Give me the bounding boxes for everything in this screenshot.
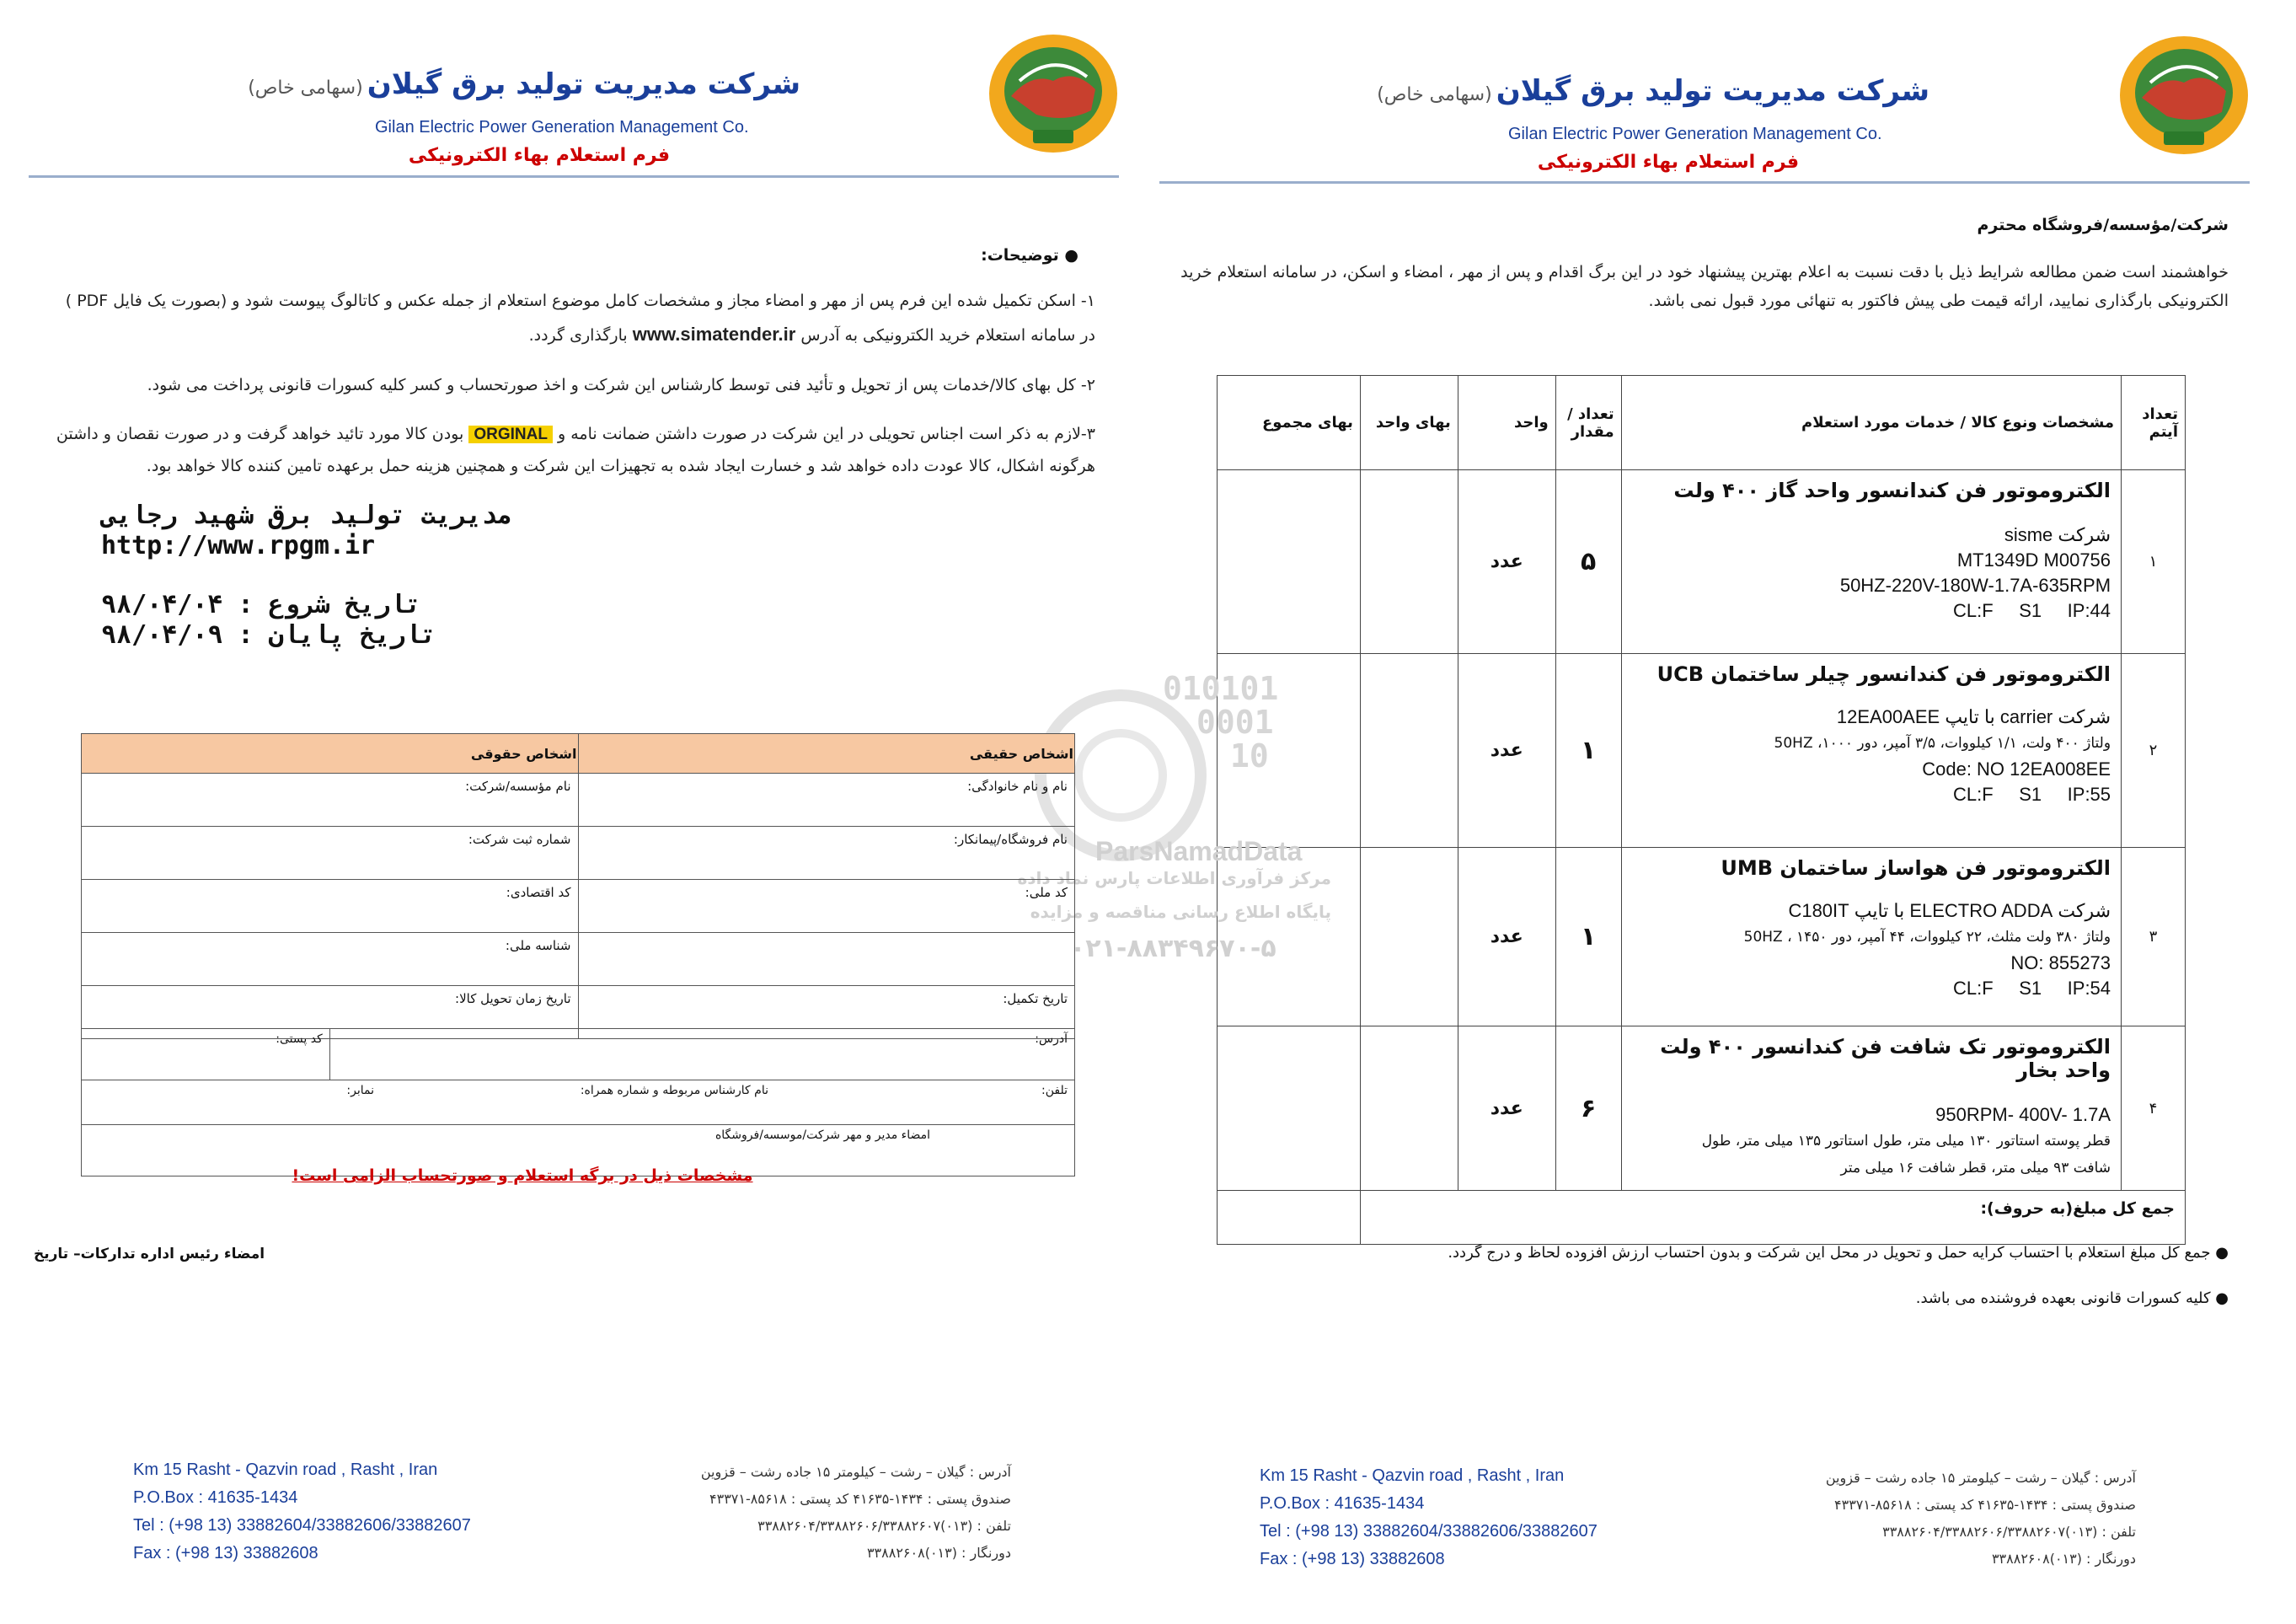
footer-fax-fa: دورنگار : (۰۱۳)۳۳۸۸۲۶۰۸	[866, 1545, 1011, 1561]
field-company-name[interactable]: نام مؤسسه/شرکت:	[82, 774, 579, 827]
item-spec-line: شافت ۹۳ میلی متر، قطر شافت ۱۶ میلی متر	[1840, 1160, 2111, 1176]
item-title: الکتروموتور تک شافت فن کندانسور ۴۰۰ ولت واحد بخار	[1660, 1035, 2111, 1082]
mandatory-note: مشخصات ذیل در برگه استعلام و صورتحساب الزامی است!	[292, 1166, 753, 1185]
item-spec-line: ولتاژ ۴۰۰ ولت، ۱/۱ کیلووات، ۳/۵ آمپر، دور ۱۰۰۰، 50HZ	[1774, 735, 2111, 752]
field-national-code[interactable]: کد ملی:	[578, 880, 1075, 933]
procurement-signature-label: امضاء رئیس اداره تدارکات– تاریخ	[34, 1246, 265, 1262]
item-spec-line: CL:F S1 IP:54	[1952, 978, 2111, 999]
note-legal-deductions: ● کلیه کسورات قانونی بعهده فروشنده می باشد.	[1915, 1289, 2229, 1307]
table-row	[1218, 654, 2186, 848]
total-amount-cell[interactable]	[1218, 1191, 1361, 1245]
row-number: ۲	[2122, 654, 2186, 848]
footer-tel: Tel : (+98 13) 33882604/33882606/33882607	[133, 1516, 471, 1535]
form-title-left: فرم استعلام بهاء الکترونیکی	[408, 145, 670, 166]
item-unit: عدد	[1458, 470, 1555, 654]
footer-fax-fa: دورنگار : (۰۱۳)۳۳۸۸۲۶۰۸	[1991, 1551, 2136, 1567]
item-spec-line: CL:F S1 IP:44	[1952, 600, 2111, 621]
th-item-count: تعداد آیتم	[2122, 376, 2186, 470]
note-3b: هرگونه اشکال، کالا عودت داده خواهد شد و خسارت ایجاد شده به تجهیزات این شرکت و همچنین هزینه حمل برعهده تامین کننده کالا خواهد بود.	[146, 457, 1095, 475]
item-spec-line: 50HZ-220V-180W-1.7A-635RPM	[1839, 575, 2111, 596]
table-row	[1218, 1026, 2186, 1191]
item-title: الکتروموتور فن هواساز ساختمان UMB	[1721, 856, 2111, 880]
item-spec-line: 950RPM- 400V- 1.7A	[1935, 1104, 2111, 1125]
field-empty[interactable]	[578, 933, 1075, 986]
unit-price-cell[interactable]	[1360, 470, 1458, 654]
unit-price-cell[interactable]	[1360, 1026, 1458, 1191]
note-2: ۲- کل بهای کالا/خدمات پس از تحویل و تأئید فنی توسط کارشناس این شرکت و اخذ صورتحساب و کسر کلیه کسورات قانونی پرداخت می شود.	[147, 376, 1095, 394]
watermark-line-1: مرکز فرآوری اطلاعات پارس نماد داده	[1017, 868, 1331, 888]
svg-text:0001: 0001	[1196, 704, 1274, 741]
field-address[interactable]: آدرس:	[329, 1029, 1074, 1080]
watermark-phone: ۰۲۱-۸۸۳۴۹۶۷۰-۵	[1070, 934, 1276, 963]
footer-address: Km 15 Rasht - Qazvin road , Rasht , Iran	[133, 1461, 438, 1479]
footer-pobox-fa: صندوق پستی : ۱۴۳۴-۴۱۶۳۵ کد پستی : ۸۵۶۱۸-۴۳۳۷۱	[1834, 1497, 2136, 1513]
th-qty: تعداد / مقدار	[1555, 376, 1621, 470]
company-type: (سهامی خاص)	[1377, 84, 1492, 105]
watermark-line-2: پایگاه اطلاع رسانی مناقصه و مزایده	[1030, 902, 1331, 922]
item-qty: ۶	[1555, 1026, 1621, 1191]
field-delivery-time[interactable]: تاریخ زمان تحویل کالا:	[82, 986, 579, 1039]
item-unit: عدد	[1458, 654, 1555, 848]
note-total-amount: ● جمع کل مبلغ استعلام با احتساب کرایه حمل و تحویل در محل این شرکت و بدون احتساب ارزش افزوده لحاظ و درج گردد.	[1448, 1244, 2229, 1262]
item-spec-line: شرکت ELECTRO ADDA با تایپ C180IT	[1788, 900, 2111, 921]
item-title: الکتروموتور فن کندانسور چیلر ساختمان UCB	[1656, 662, 2111, 686]
th-spec: مشخصات ونوع کالا / خدمات مورد استعلام	[1621, 376, 2121, 470]
row-number: ۱	[2122, 470, 2186, 654]
footer-address-fa: آدرس : گیلان – رشت – کیلومتر ۱۵ جاده رشت – قزوین	[700, 1464, 1011, 1480]
footer-address-fa: آدرس : گیلان – رشت – کیلومتر ۱۵ جاده رشت – قزوین	[1825, 1470, 2136, 1486]
item-qty: ۵	[1555, 470, 1621, 654]
total-amount-label: جمع کل مبلغ(به حروف):	[1360, 1191, 2185, 1245]
svg-text:10: 10	[1230, 737, 1269, 774]
item-unit: عدد	[1458, 848, 1555, 1026]
footer-pobox: P.O.Box : 41635-1434	[1260, 1494, 1425, 1513]
th-natural-persons: اشخاص حقیقی	[578, 734, 1075, 774]
watermark-brand: ParsNamadData	[1095, 836, 1303, 866]
address-table-wrap	[81, 1028, 1075, 1176]
footer-tel-fa: تلفن : (۰۱۳)۳۳۸۸۲۶۰۴/۳۳۸۸۲۶۰۶/۳۳۸۸۲۶۰۷	[1882, 1524, 2136, 1540]
field-national-id[interactable]: شناسه ملی:	[82, 933, 579, 986]
th-unit-price: بهای واحد	[1360, 376, 1458, 470]
field-postal-code[interactable]: کد پستی:	[82, 1029, 330, 1080]
field-signature[interactable]: امضاء مدیر و مهر شرکت/موسسه/فروشگاه	[714, 1128, 931, 1142]
parties-table-wrap	[81, 733, 1075, 1039]
footer-left-en	[133, 1456, 471, 1568]
note-1: ۱- اسکن تکمیل شده این فرم پس از مهر و امضاء مجاز و مشخصات کامل موضوع استعلام از جمله عکس و کاتالوگ پیوست شود و (بصورت یک فایل PDF )	[65, 292, 1095, 310]
th-unit: واحد	[1458, 376, 1555, 470]
header-divider	[1159, 181, 2250, 184]
item-spec-line: شرکت carrier با تایپ 12EA00AEE	[1836, 706, 2111, 727]
item-spec-line: NO: 855273	[2010, 952, 2111, 973]
item-spec-line: MT1349D M00756	[1956, 549, 2111, 571]
th-total-price: بهای مجموع	[1218, 376, 1361, 470]
note-1b: در سامانه استعلام خرید الکترونیکی به آدرس www.simatender.ir بارگذاری گردد.	[528, 324, 1095, 345]
address-table	[81, 1028, 1075, 1176]
unit-price-cell[interactable]	[1360, 654, 1458, 848]
table-row	[1218, 470, 2186, 654]
company-name-left: شرکت مدیریت تولید برق گیلان	[367, 67, 800, 101]
field-full-name[interactable]: نام و نام خانوادگی:	[578, 774, 1075, 827]
item-spec-line: شرکت sisme	[2004, 524, 2111, 545]
item-qty: ۱	[1555, 654, 1621, 848]
item-spec-line: ولتاژ ۳۸۰ ولت مثلث، ۲۲ کیلووات، ۴۴ آمپر، دور ۱۴۵۰ ، 50HZ	[1743, 929, 2111, 946]
item-spec-line: Code: NO 12EA008EE	[1922, 758, 2111, 780]
svg-text:010101: 010101	[1163, 670, 1279, 707]
form-title: فرم استعلام بهاء الکترونیکی	[1537, 152, 1799, 173]
intro-paragraph: خواهشمند است ضمن مطالعه شرایط ذیل با دقت نسبت به اعلام بهترین پیشنهاد خود در این برگ اقدام و پس از مهر ، امضاء و اسکن، در سامانه استعلام خرید الکترونیکی بارگذاری نمایید، ارائه قیمت طی پیش فاکتور به تنهائی مورد قبول نمی باشد.	[1180, 263, 2229, 310]
item-unit: عدد	[1458, 1026, 1555, 1191]
row-number: ۳	[2122, 848, 2186, 1026]
company-name: شرکت مدیریت تولید برق گیلان	[1496, 74, 1929, 108]
th-legal-persons: اشخاص حقوقی	[82, 734, 579, 774]
footer-right-en	[1260, 1462, 1598, 1573]
company-logo-right	[2117, 32, 2251, 158]
field-registration-number[interactable]: شماره ثبت شرکت:	[82, 827, 579, 880]
items-table-wrap	[1217, 375, 2186, 1245]
total-price-cell[interactable]	[1218, 470, 1361, 654]
field-completion-date[interactable]: تاریخ تکمیل:	[578, 986, 1075, 1039]
stamp-start-date: تاریخ شروع : ۹۸/۰۴/۰۴	[101, 590, 421, 619]
company-logo-left	[986, 30, 1121, 157]
footer-tel-fa: تلفن : (۰۱۳)۳۳۸۸۲۶۰۴/۳۳۸۸۲۶۰۶/۳۳۸۸۲۶۰۷	[757, 1518, 1011, 1534]
item-spec-line: قطر پوسته استاتور ۱۳۰ میلی متر، طول استاتور ۱۳۵ میلی متر، طول	[1701, 1133, 2111, 1150]
salutation: شرکت/مؤسسه/فروشگاه محترم	[1977, 216, 2229, 234]
footer-address: Km 15 Rasht - Qazvin road , Rasht , Iran	[1260, 1466, 1565, 1485]
item-title: الکتروموتور فن کندانسور واحد گاز ۴۰۰ ولت	[1673, 479, 2111, 502]
table-row	[1218, 848, 2186, 1026]
footer-right-fa	[1630, 1465, 2136, 1573]
field-store-name[interactable]: نام فروشگاه/پیمانکار:	[578, 827, 1075, 880]
row-number: ۴	[2122, 1026, 2186, 1191]
stamp-url[interactable]: http://www.rpgm.ir	[101, 531, 376, 560]
footer-fax: Fax : (+98 13) 33882608	[133, 1544, 318, 1562]
item-spec-line: CL:F S1 IP:55	[1952, 784, 2111, 805]
company-type-left: (سهامی خاص)	[248, 78, 363, 99]
stamp-end-date: تاریخ پایان : ۹۸/۰۴/۰۹	[101, 620, 436, 650]
footer-left-fa	[506, 1459, 1011, 1567]
header-divider-left	[29, 175, 1119, 178]
simatender-link[interactable]: www.simatender.ir	[632, 324, 796, 345]
total-price-cell[interactable]	[1218, 1026, 1361, 1191]
items-table	[1217, 375, 2186, 1245]
footer-fax: Fax : (+98 13) 33882608	[1260, 1550, 1445, 1568]
footer-pobox: P.O.Box : 41635-1434	[133, 1488, 298, 1507]
company-name-en-left: Gilan Electric Power Generation Management Co.	[375, 118, 749, 137]
field-fax[interactable]: نمابر:	[346, 1084, 374, 1097]
note-3: ۳-لازم به ذکر است اجناس تحویلی در این شرکت در صورت داشتن ضمانت نامه و ORGINAL بودن کالا مورد تائید خواهد گرفت و در صورت نقصان و داشتن	[56, 425, 1095, 443]
field-expert-contact[interactable]: نام کارشناس مربوطه و شماره همراه:	[580, 1084, 768, 1097]
item-qty: ۱	[1555, 848, 1621, 1026]
field-economic-code[interactable]: کد اقتصادی:	[82, 880, 579, 933]
footer-pobox-fa: صندوق پستی : ۱۴۳۴-۴۱۶۳۵ کد پستی : ۸۵۶۱۸-۴۳۳۷۱	[709, 1491, 1011, 1507]
stamp-org: مدیریت تولید برق شهید رجایی	[101, 501, 512, 530]
footer-tel: Tel : (+98 13) 33882604/33882606/33882607	[1260, 1522, 1598, 1541]
unit-price-cell[interactable]	[1360, 848, 1458, 1026]
notes-heading: ● توضیحات:	[981, 246, 1078, 265]
parties-table	[81, 733, 1075, 1039]
company-name-en: Gilan Electric Power Generation Management Co.	[1508, 125, 1882, 143]
original-badge: ORGINAL	[468, 426, 553, 443]
field-phone[interactable]: تلفن:	[1041, 1084, 1068, 1097]
